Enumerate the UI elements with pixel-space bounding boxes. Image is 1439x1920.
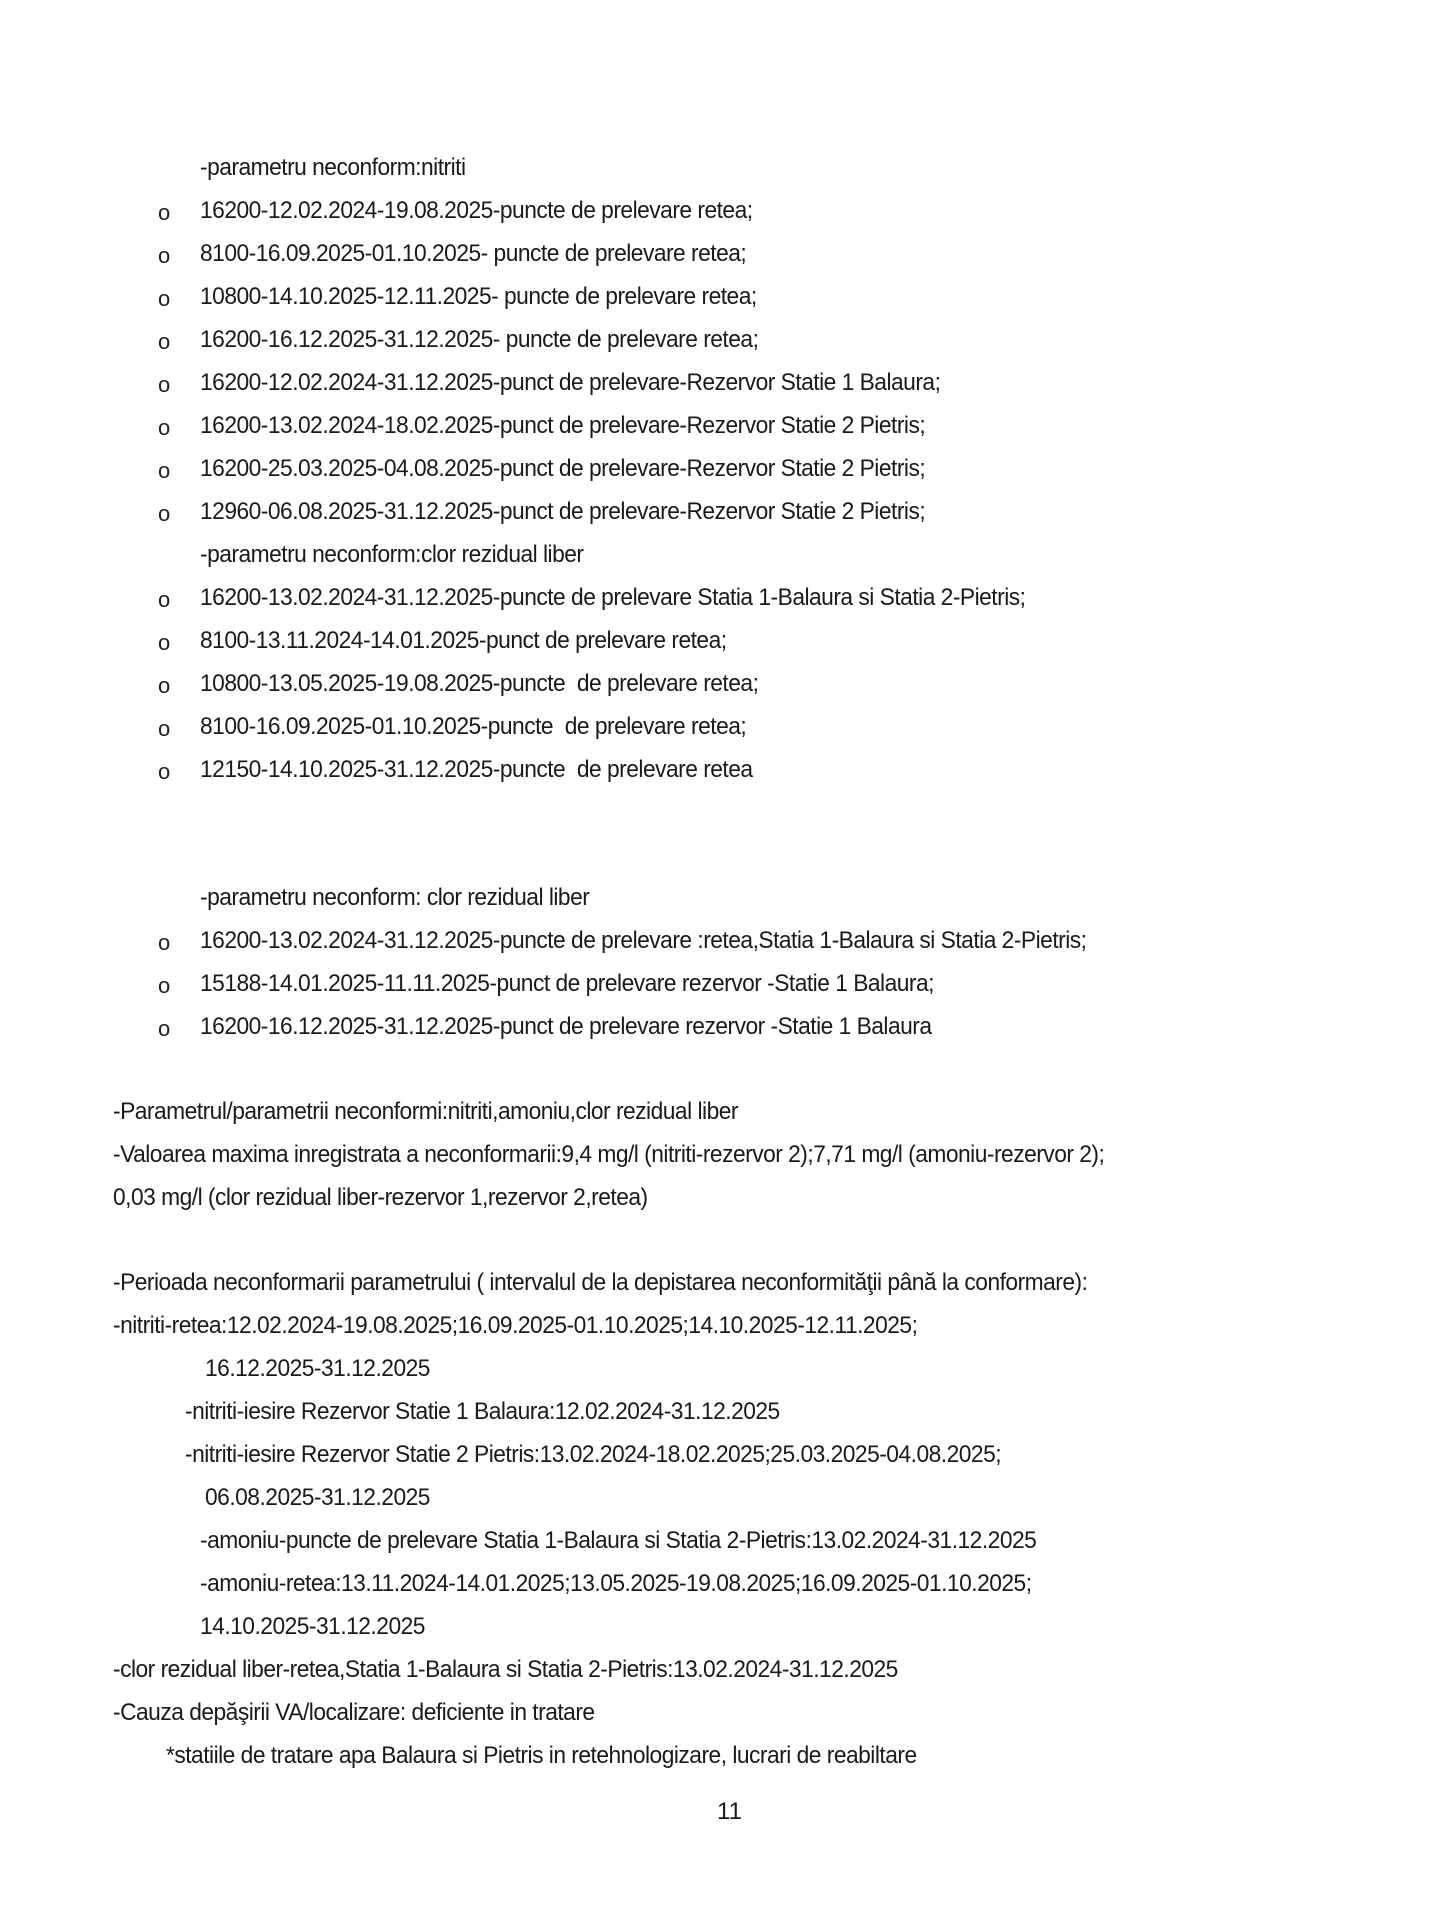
list-item: 16200-25.03.2025-04.08.2025-punct de prelevare-Rezervor Statie 2 Pietris; <box>200 455 926 482</box>
period-nitriti-rezervor-1: -nitriti-iesire Rezervor Statie 1 Balaura:12.02.2024-31.12.2025 <box>185 1398 780 1425</box>
bullet-icon: o <box>158 673 171 698</box>
bullet-icon: o <box>158 501 171 526</box>
period-amoniu-statii: -amoniu-puncte de prelevare Statia 1-Balaura si Statia 2-Pietris:13.02.2024-31.12.2025 <box>200 1527 1037 1554</box>
list-item: 10800-13.05.2025-19.08.2025-puncte de prelevare retea; <box>200 670 759 697</box>
bullet-icon: o <box>158 329 171 354</box>
list-item: 16200-12.02.2024-19.08.2025-puncte de prelevare retea; <box>200 197 753 224</box>
period-nitriti-rezervor-2-continued: 06.08.2025-31.12.2025 <box>205 1484 430 1511</box>
period-nitriti-retea: -nitriti-retea:12.02.2024-19.08.2025;16.09.2025-01.10.2025;14.10.2025-12.11.2025; <box>113 1312 918 1339</box>
max-value-line-continued: 0,03 mg/l (clor rezidual liber-rezervor 1,rezervor 2,retea) <box>113 1184 648 1211</box>
bullet-icon: o <box>158 973 171 998</box>
max-value-line: -Valoarea maxima inregistrata a neconformarii:9,4 mg/l (nitriti-rezervor 2);7,71 mg/l (amoniu-rezervor 2); <box>113 1141 1105 1168</box>
list-item: 16200-13.02.2024-31.12.2025-puncte de prelevare Statia 1-Balaura si Statia 2-Pietris; <box>200 584 1026 611</box>
bullet-icon: o <box>158 716 171 741</box>
bullet-icon: o <box>158 372 171 397</box>
period-title: -Perioada neconformarii parametrului ( intervalul de la depistarea neconformităţii până la conformare): <box>113 1269 1088 1296</box>
list-item: 12150-14.10.2025-31.12.2025-puncte de prelevare retea <box>200 756 753 783</box>
list-item: 12960-06.08.2025-31.12.2025-punct de prelevare-Rezervor Statie 2 Pietris; <box>200 498 926 525</box>
period-nitriti-rezervor-2: -nitriti-iesire Rezervor Statie 2 Pietris:13.02.2024-18.02.2025;25.03.2025-04.08.2025; <box>185 1441 1002 1468</box>
list-item: 16200-13.02.2024-31.12.2025-puncte de prelevare :retea,Statia 1-Balaura si Statia 2-Pietris; <box>200 927 1087 954</box>
cause-line: -Cauza depăşirii VA/localizare: deficiente in tratare <box>113 1699 595 1726</box>
bullet-icon: o <box>158 587 171 612</box>
list-item: 10800-14.10.2025-12.11.2025- puncte de prelevare retea; <box>200 283 757 310</box>
bullet-icon: o <box>158 1016 171 1041</box>
parameters-line: -Parametrul/parametrii neconformi:nitriti,amoniu,clor rezidual liber <box>113 1098 738 1125</box>
list-item: 8100-13.11.2024-14.01.2025-punct de prelevare retea; <box>200 627 727 654</box>
list-item: 16200-16.12.2025-31.12.2025-punct de prelevare rezervor -Statie 1 Balaura <box>200 1013 932 1040</box>
period-nitriti-retea-continued: 16.12.2025-31.12.2025 <box>205 1355 430 1382</box>
bullet-icon: o <box>158 759 171 784</box>
section-header-clor-rezervor: -parametru neconform: clor rezidual liber <box>200 884 590 911</box>
list-item: 8100-16.09.2025-01.10.2025-puncte de prelevare retea; <box>200 713 747 740</box>
list-item: 15188-14.01.2025-11.11.2025-punct de prelevare rezervor -Statie 1 Balaura; <box>200 970 934 997</box>
bullet-icon: o <box>158 458 171 483</box>
list-item: 8100-16.09.2025-01.10.2025- puncte de prelevare retea; <box>200 240 747 267</box>
list-item: 16200-16.12.2025-31.12.2025- puncte de prelevare retea; <box>200 326 759 353</box>
period-amoniu-retea: -amoniu-retea:13.11.2024-14.01.2025;13.05.2025-19.08.2025;16.09.2025-01.10.2025; <box>200 1570 1032 1597</box>
bullet-icon: o <box>158 630 171 655</box>
bullet-icon: o <box>158 286 171 311</box>
section-header-nitriti: -parametru neconform:nitriti <box>200 154 466 181</box>
cause-note: *statiile de tratare apa Balaura si Pietris in retehnologizare, lucrari de reabiltare <box>166 1742 917 1769</box>
bullet-icon: o <box>158 415 171 440</box>
bullet-icon: o <box>158 930 171 955</box>
section-header-clor: -parametru neconform:clor rezidual liber <box>200 541 584 568</box>
bullet-icon: o <box>158 200 171 225</box>
page-number: 11 <box>717 1798 742 1825</box>
period-clor: -clor rezidual liber-retea,Statia 1-Balaura si Statia 2-Pietris:13.02.2024-31.12.2025 <box>113 1656 898 1683</box>
bullet-icon: o <box>158 243 171 268</box>
list-item: 16200-13.02.2024-18.02.2025-punct de prelevare-Rezervor Statie 2 Pietris; <box>200 412 926 439</box>
list-item: 16200-12.02.2024-31.12.2025-punct de prelevare-Rezervor Statie 1 Balaura; <box>200 369 941 396</box>
period-amoniu-retea-continued: 14.10.2025-31.12.2025 <box>200 1613 425 1640</box>
